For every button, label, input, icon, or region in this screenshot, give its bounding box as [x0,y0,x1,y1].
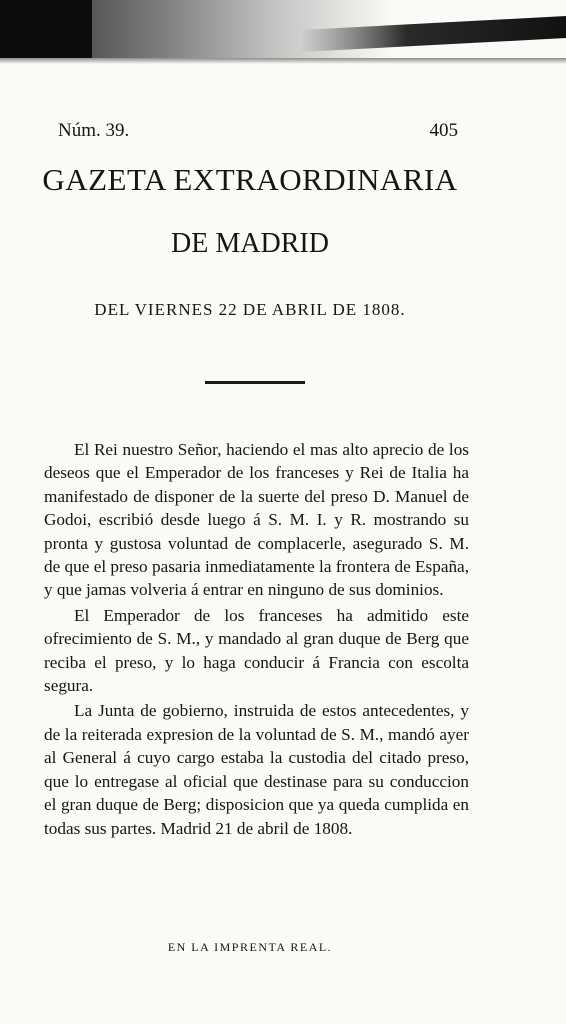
printer-imprint: EN LA IMPRENTA REAL. [167,940,333,954]
divider-rule [205,381,305,384]
gazette-subtitle: DE MADRID [171,228,329,259]
scan-shadow-line [0,58,566,64]
paragraph-1: El Rei nuestro Señor, haciendo el mas alto aprecio de los deseos que el Emperador de los franceses y Rei de Italia ha manifestado de disponer de la suerte del preso D. Manuel de Godoi, escribió desde luego á S. M. I. y R. mostrando su pronta y gustosa voluntad de complacerle, asegurado S. M. de que el preso pasaria inmediatamente la frontera de España, y que jamas volveria á entrar en ninguno de sus dominios. [44,440,469,600]
article-body [44,438,469,842]
page-header [58,120,458,148]
scan-border-artifact [0,0,566,70]
gazette-title: GAZETA EXTRAORDINARIA [42,162,458,197]
scan-dark-corner [0,0,92,58]
issue-number: Núm. 39. [58,120,130,141]
paragraph-3: La Junta de gobierno, instruida de estos antecedentes, y de la reiterada expresion de la voluntad de S. M., mandó ayer al General á cuyo cargo estaba la custodia del citado preso, que lo entregase al oficial que destinase para su conduccion el gran duque de Berg; disposicion que ya queda cumplida en todas sus partes. Madrid 21 de abril de 1808. [44,701,469,838]
gazette-date-line: DEL VIERNES 22 DE ABRIL DE 1808. [94,300,406,319]
page-number: 405 [429,120,458,141]
paragraph-2: El Emperador de los franceses ha admitido este ofrecimiento de S. M., y mandado al gran duque de Berg que reciba el preso, y lo haga conducir á Francia con escolta segura. [44,605,469,696]
